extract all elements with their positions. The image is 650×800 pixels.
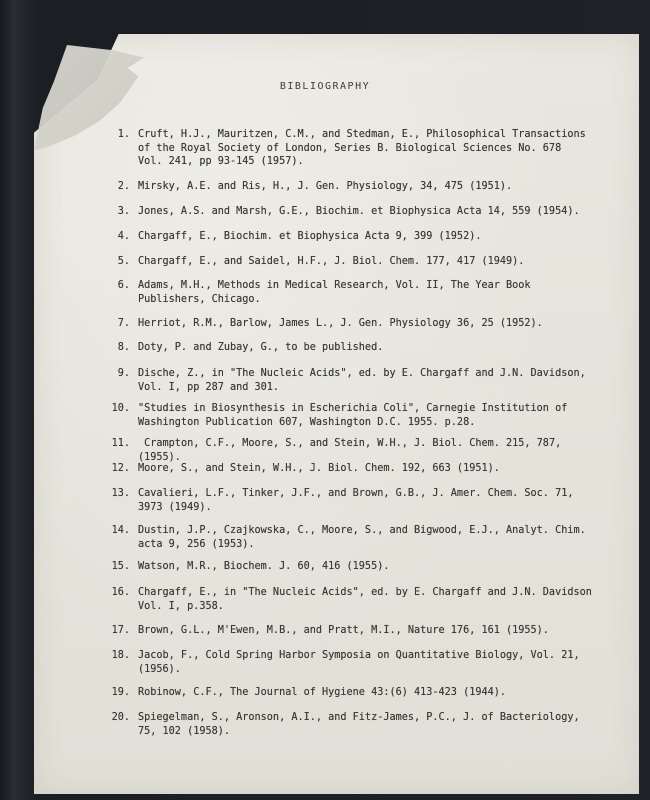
bibliography-entry (108, 367, 608, 394)
entry-number: 10. (111, 403, 130, 414)
bibliography-entry (108, 711, 608, 738)
entry-text: Crampton, C.F., Moore, S., and Stein, W.H., J. Biol. Chem. 215, 787, (1955). (138, 438, 568, 463)
entry-number: 2. (117, 181, 130, 192)
bibliography-entry (108, 205, 608, 219)
entry-text: Watson, M.R., Biochem. J. 60, 416 (1955). (138, 561, 390, 572)
bibliography-entry (108, 686, 608, 700)
entry-text: Adams, M.H., Methods in Medical Research, Vol. II, The Year Book Publishers, Chicago. (138, 280, 531, 305)
bibliography-entry (108, 649, 608, 676)
entry-text: Chargaff, E., in "The Nucleic Acids", ed. by E. Chargaff and J.N. Davidson Vol. I, p.358. (138, 587, 592, 612)
entry-text: Robinow, C.F., The Journal of Hygiene 43:(6) 413-423 (1944). (138, 687, 507, 698)
bibliography-entry (108, 180, 608, 194)
entry-text: Brown, G.L., M'Ewen, M.B., and Pratt, M.I., Nature 176, 161 (1955). (138, 625, 549, 636)
entry-number: 15. (111, 561, 130, 572)
entry-number: 16. (111, 587, 130, 598)
bibliography-entry (108, 402, 608, 429)
bibliography-entry (108, 128, 608, 169)
entry-number: 9. (117, 368, 130, 379)
entry-number: 17. (111, 625, 130, 636)
entry-text: Dische, Z., in "The Nucleic Acids", ed. by E. Chargaff and J.N. Davidson, Vol. I, pp 287 and 301. (138, 368, 586, 393)
bibliography-entry (108, 560, 608, 574)
bibliography-entry (108, 624, 608, 638)
entry-number: 19. (111, 687, 130, 698)
bibliography-entry (108, 255, 608, 269)
entry-number: 14. (111, 525, 130, 536)
bibliography-entry (108, 586, 608, 613)
entry-number: 6. (117, 280, 130, 291)
entry-number: 8. (117, 342, 130, 353)
bibliography-entry (108, 341, 608, 355)
bibliography-entry (108, 230, 608, 244)
entry-text: Jones, A.S. and Marsh, G.E., Biochim. et Biophysica Acta 14, 559 (1954). (138, 206, 580, 217)
bibliography-entry (108, 437, 608, 464)
bibliography-entry (108, 462, 608, 476)
bibliography-entry (108, 279, 608, 306)
entry-number: 5. (117, 256, 130, 267)
entry-number: 1. (117, 129, 130, 140)
entry-number: 18. (111, 650, 130, 661)
entry-number: 3. (117, 206, 130, 217)
entry-number: 13. (111, 488, 130, 499)
bibliography-entry (108, 487, 608, 514)
entry-text: Chargaff, E., Biochim. et Biophysica Acta 9, 399 (1952). (138, 231, 482, 242)
entry-number: 4. (117, 231, 130, 242)
entry-number: 11. (111, 438, 130, 449)
entry-text: Cruft, H.J., Mauritzen, C.M., and Stedman, E., Philosophical Transactions of the Royal Society of London, Series B. Biological Sciences No. 678 Vol. 241, pp 93-145 (1957). (138, 129, 586, 167)
entry-text: Mirsky, A.E. and Ris, H., J. Gen. Physiology, 34, 475 (1951). (138, 181, 513, 192)
entry-text: Dustin, J.P., Czajkowska, C., Moore, S., and Bigwood, E.J., Analyt. Chim. acta 9, 256 (1953). (138, 525, 586, 550)
entry-number: 12. (111, 463, 130, 474)
entry-text: Spiegelman, S., Aronson, A.I., and Fitz-James, P.C., J. of Bacteriology, 75, 102 (1958). (138, 712, 580, 737)
entry-text: Cavalieri, L.F., Tinker, J.F., and Brown, G.B., J. Amer. Chem. Soc. 71, 3973 (1949). (138, 488, 574, 513)
entry-text: Herriot, R.M., Barlow, James L., J. Gen. Physiology 36, 25 (1952). (138, 318, 543, 329)
entry-number: 7. (117, 318, 130, 329)
entry-text: Jacob, F., Cold Spring Harbor Symposia on Quantitative Biology, Vol. 21, (1956). (138, 650, 580, 675)
document-title: BIBLIOGRAPHY (279, 81, 371, 92)
entry-number: 20. (111, 712, 130, 723)
entry-text: Chargaff, E., and Saidel, H.F., J. Biol. Chem. 177, 417 (1949). (138, 256, 525, 267)
entry-text: "Studies in Biosynthesis in Escherichia Coli", Carnegie Institution of Washington Publication 607, Washington D.C. 1955. p.28. (138, 403, 568, 428)
entry-text: Doty, P. and Zubay, G., to be published. (138, 342, 384, 353)
bibliography-entry (108, 524, 608, 551)
entry-text: Moore, S., and Stein, W.H., J. Biol. Chem. 192, 663 (1951). (138, 463, 500, 474)
bibliography-entry (108, 317, 608, 331)
